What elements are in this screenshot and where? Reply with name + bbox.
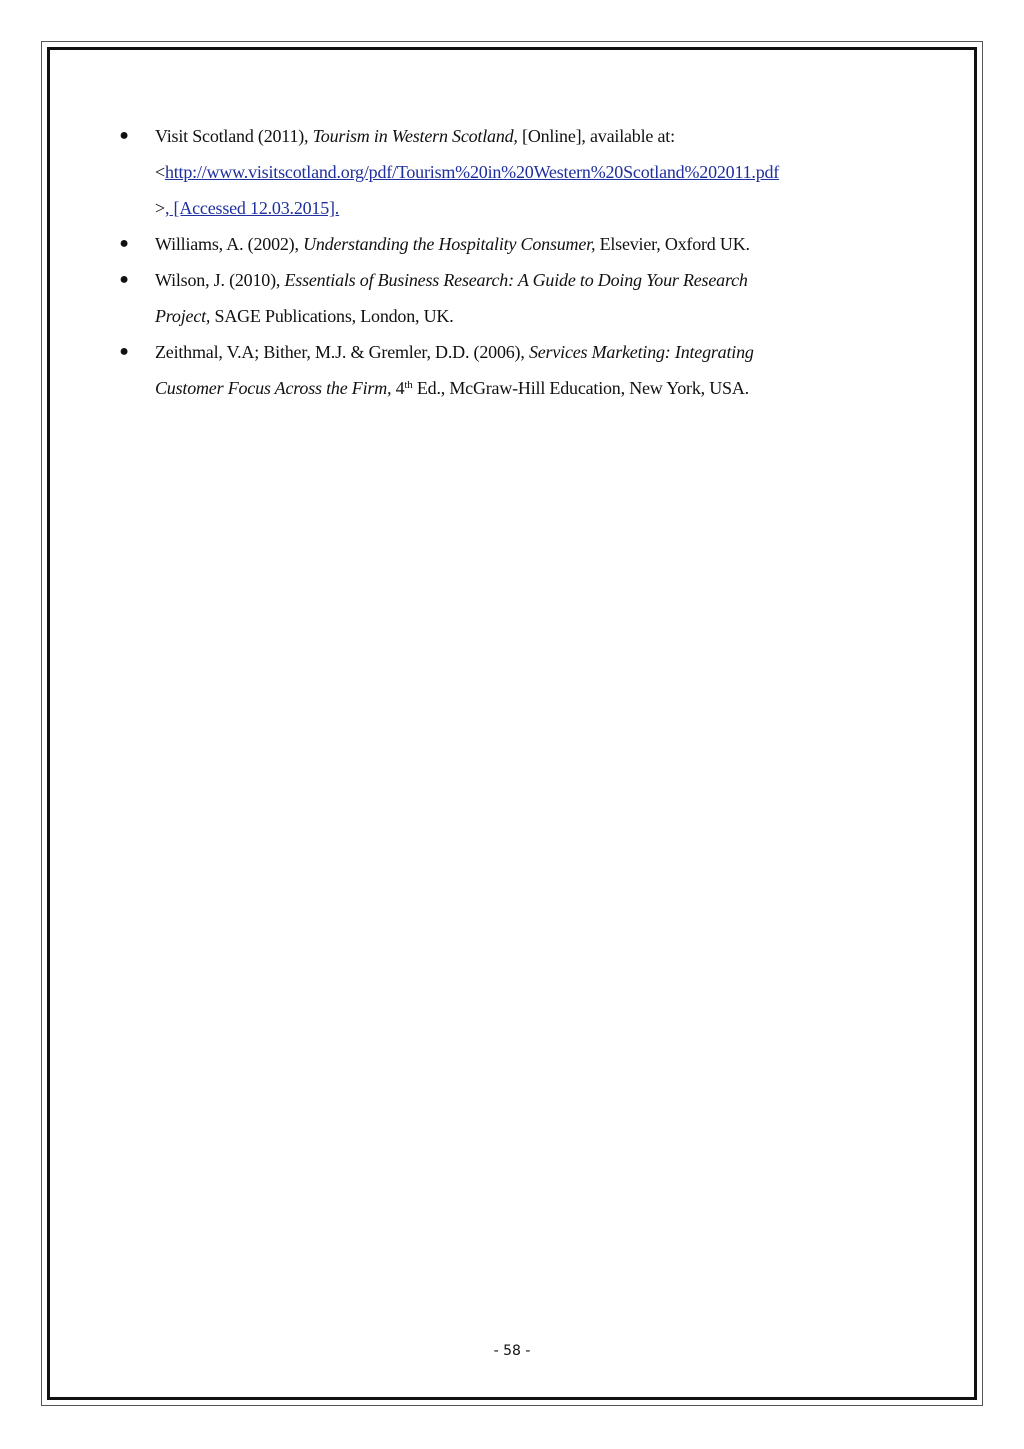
- reference-item: [118, 118, 908, 226]
- reference-line: [155, 118, 908, 154]
- reference-details: Ed., McGraw-Hill Education, New York, USA.: [412, 378, 749, 398]
- page-number: - 58 -: [493, 1343, 531, 1359]
- bullet-icon: ●: [119, 127, 129, 144]
- url-close-bracket: >: [155, 198, 165, 218]
- reference-author: Visit Scotland (2011),: [155, 126, 313, 146]
- reference-item: [118, 262, 908, 334]
- reference-line: [155, 298, 908, 334]
- reference-edition: 4: [391, 378, 405, 398]
- reference-author: Wilson, J. (2010),: [155, 270, 285, 290]
- reference-author: Zeithmal, V.A; Bither, M.J. & Gremler, D.D. (2006),: [155, 342, 529, 362]
- reference-title: Services Marketing: Integrating: [528, 342, 754, 362]
- reference-line: [155, 262, 908, 298]
- reference-line: [155, 370, 908, 406]
- reference-edition-suffix: th: [404, 379, 413, 391]
- reference-line: [155, 190, 908, 226]
- reference-line: [155, 154, 908, 190]
- reference-title: Customer Focus Across the Firm,: [155, 378, 392, 398]
- reference-item: [118, 226, 908, 262]
- reference-details: Elsevier, Oxford UK.: [595, 234, 750, 254]
- bullet-icon: ●: [119, 343, 129, 360]
- bullet-icon: ●: [119, 235, 129, 252]
- reference-line: [155, 334, 908, 370]
- url-open-bracket: <: [155, 162, 165, 182]
- reference-details: SAGE Publications, London, UK.: [210, 306, 454, 326]
- reference-accessed-link[interactable]: , [Accessed 12.03.2015].: [164, 198, 340, 218]
- reference-title: Project,: [155, 306, 211, 326]
- reference-list: [118, 118, 908, 406]
- reference-details: [Online], available at:: [517, 126, 675, 146]
- reference-title: Essentials of Business Research: A Guide to Doing Your Research: [284, 270, 748, 290]
- reference-title: Tourism in Western Scotland,: [312, 126, 518, 146]
- reference-author: Williams, A. (2002),: [155, 234, 304, 254]
- bullet-icon: ●: [119, 271, 129, 288]
- reference-url-link[interactable]: http://www.visitscotland.org/pdf/Tourism%20in%20Western%20Scotland%202011.pdf: [164, 162, 780, 182]
- reference-item: [118, 334, 908, 406]
- reference-title: Understanding the Hospitality Consumer,: [303, 234, 596, 254]
- reference-line: [155, 226, 908, 262]
